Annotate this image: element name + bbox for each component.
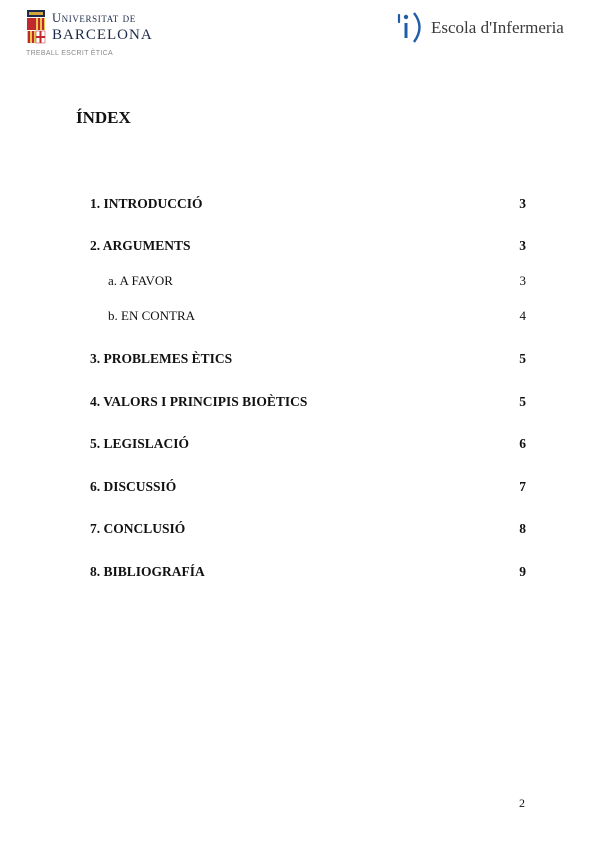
toc-subentry-page: 4	[519, 308, 526, 323]
toc-entry-page: 8	[519, 521, 526, 536]
school-mark-icon	[396, 10, 428, 46]
toc-entry[interactable]	[90, 564, 526, 584]
toc-entry[interactable]	[90, 521, 526, 541]
toc-entry-label: 8. BIBLIOGRAFÍA	[90, 564, 205, 579]
toc-entry-label: 6. DISCUSSIÓ	[90, 479, 177, 494]
toc-subentry[interactable]	[108, 273, 526, 293]
toc-entry[interactable]	[90, 436, 526, 456]
toc-entry-page: 3	[519, 196, 526, 211]
toc-subentry-label: a. A FAVOR	[108, 273, 173, 288]
university-shield-icon	[26, 9, 46, 45]
toc-entry[interactable]	[90, 394, 526, 414]
toc-entry-label: 7. CONCLUSIÓ	[90, 521, 186, 536]
toc-subentry[interactable]	[108, 308, 526, 328]
index-title: ÍNDEX	[76, 108, 131, 127]
toc-entry-page: 6	[519, 436, 526, 451]
toc-entry-page: 5	[519, 394, 526, 409]
toc-entry[interactable]	[90, 479, 526, 499]
toc-entry[interactable]	[90, 351, 526, 371]
toc-entry-label: 5. LEGISLACIÓ	[90, 436, 190, 451]
toc-entry[interactable]	[90, 196, 526, 216]
toc-entry-label: 2. ARGUMENTS	[90, 238, 191, 253]
toc-entry-label: 4. VALORS I PRINCIPIS BIOÈTICS	[90, 394, 308, 409]
toc-entry-page: 7	[519, 479, 526, 494]
toc-entry-label: 1. INTRODUCCIÓ	[90, 196, 203, 211]
page-number: 2	[519, 796, 525, 810]
school-name: Escola d'Infermeria	[431, 18, 564, 37]
toc-entry-label: 3. PROBLEMES ÈTICS	[90, 351, 233, 366]
toc-entry[interactable]	[90, 238, 526, 258]
document-label: TREBALL ESCRIT ÈTICA	[26, 50, 113, 57]
university-name-line2: BARCELONA	[52, 27, 153, 43]
toc-entry-page: 9	[519, 564, 526, 579]
toc-entry-page: 3	[519, 238, 526, 253]
toc-entry-page: 5	[519, 351, 526, 366]
school-logo	[396, 10, 586, 46]
university-name-line1: Universitat de	[52, 11, 136, 25]
toc-subentry-label: b. EN CONTRA	[108, 308, 196, 323]
toc-subentry-page: 3	[519, 273, 526, 288]
